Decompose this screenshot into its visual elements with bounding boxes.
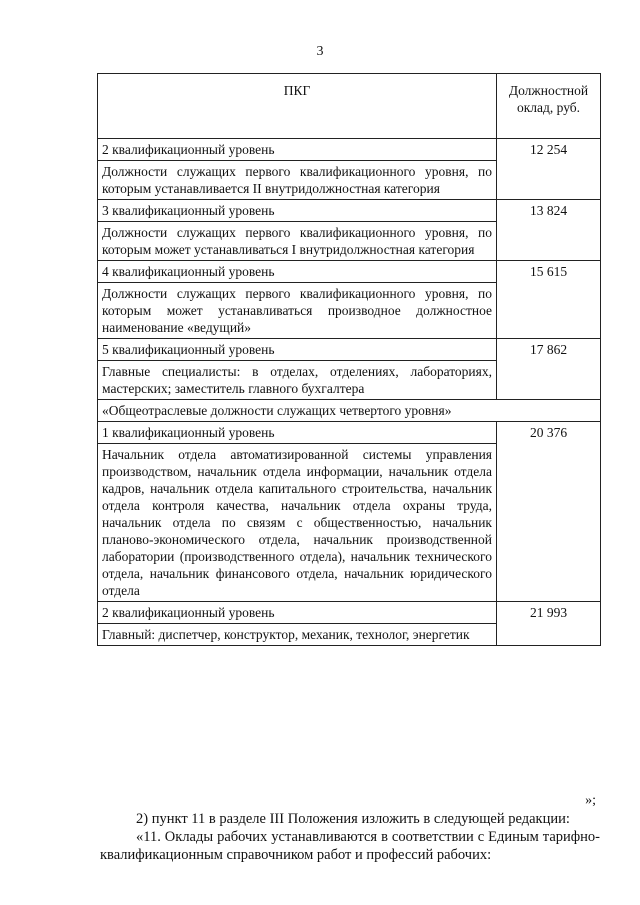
table-row bbox=[98, 139, 601, 161]
position-description: Начальник отдела автоматизированной системы управления производством, начальник отдела информации, начальник отдела кадров, начальник отдела капитального строительства, начальник отдела контроля качества, начальник отдела охраны труда, начальник отдела по связям с общественностью, начальник планово-экономического отдела, начальник производственной лаборатории (производственного отдела), начальник технического отдела, начальник финансового отдела, начальник юридического отдела bbox=[98, 444, 497, 602]
salary-table bbox=[97, 73, 601, 646]
header-pkg: ПКГ bbox=[98, 74, 497, 139]
page-number: 3 bbox=[316, 44, 324, 59]
level-label: 2 квалификационный уровень bbox=[98, 139, 497, 161]
table-row bbox=[98, 422, 601, 444]
level-label: 2 квалификационный уровень bbox=[98, 602, 497, 624]
position-description: Должности служащих первого квалификационного уровня, по которым устанавливается II внутридолжностная категория bbox=[98, 161, 497, 200]
position-description: Должности служащих первого квалификационного уровня, по которым может устанавливаться I внутридолжностная категория bbox=[98, 222, 497, 261]
salary-value: 13 824 bbox=[497, 200, 601, 261]
salary-value: 15 615 bbox=[497, 261, 601, 339]
table-row bbox=[98, 339, 601, 361]
position-description: Должности служащих первого квалификационного уровня, по которым может устанавливаться производное должностное наименование «ведущий» bbox=[98, 283, 497, 339]
level-label: 5 квалификационный уровень bbox=[98, 339, 497, 361]
level-label: 1 квалификационный уровень bbox=[98, 422, 497, 444]
position-description: Главный: диспетчер, конструктор, механик, технолог, энергетик bbox=[98, 624, 497, 646]
salary-value: 21 993 bbox=[497, 602, 601, 646]
header-salary: Должностной оклад, руб. bbox=[497, 74, 601, 139]
level-label: 4 квалификационный уровень bbox=[98, 261, 497, 283]
salary-value: 17 862 bbox=[497, 339, 601, 400]
closing-quote: »; bbox=[585, 793, 596, 808]
salary-value: 20 376 bbox=[497, 422, 601, 602]
group-row bbox=[98, 400, 601, 422]
group-title: «Общеотраслевые должности служащих четвертого уровня» bbox=[98, 400, 601, 422]
position-description: Главные специалисты: в отделах, отделениях, лабораториях, мастерских; заместитель главного бухгалтера bbox=[98, 361, 497, 400]
level-label: 3 квалификационный уровень bbox=[98, 200, 497, 222]
table-row bbox=[98, 261, 601, 283]
table-header-row bbox=[98, 74, 601, 139]
paragraph-amendment: 2) пункт 11 в разделе III Положения изложить в следующей редакции: bbox=[136, 811, 570, 827]
table-row bbox=[98, 200, 601, 222]
salary-value: 12 254 bbox=[497, 139, 601, 200]
table-row bbox=[98, 602, 601, 624]
paragraph-new-text: «11. Оклады рабочих устанавливаются в соответствии с Единым тарифно-квалификационным справочником работ и профессий рабочих: bbox=[100, 829, 600, 863]
